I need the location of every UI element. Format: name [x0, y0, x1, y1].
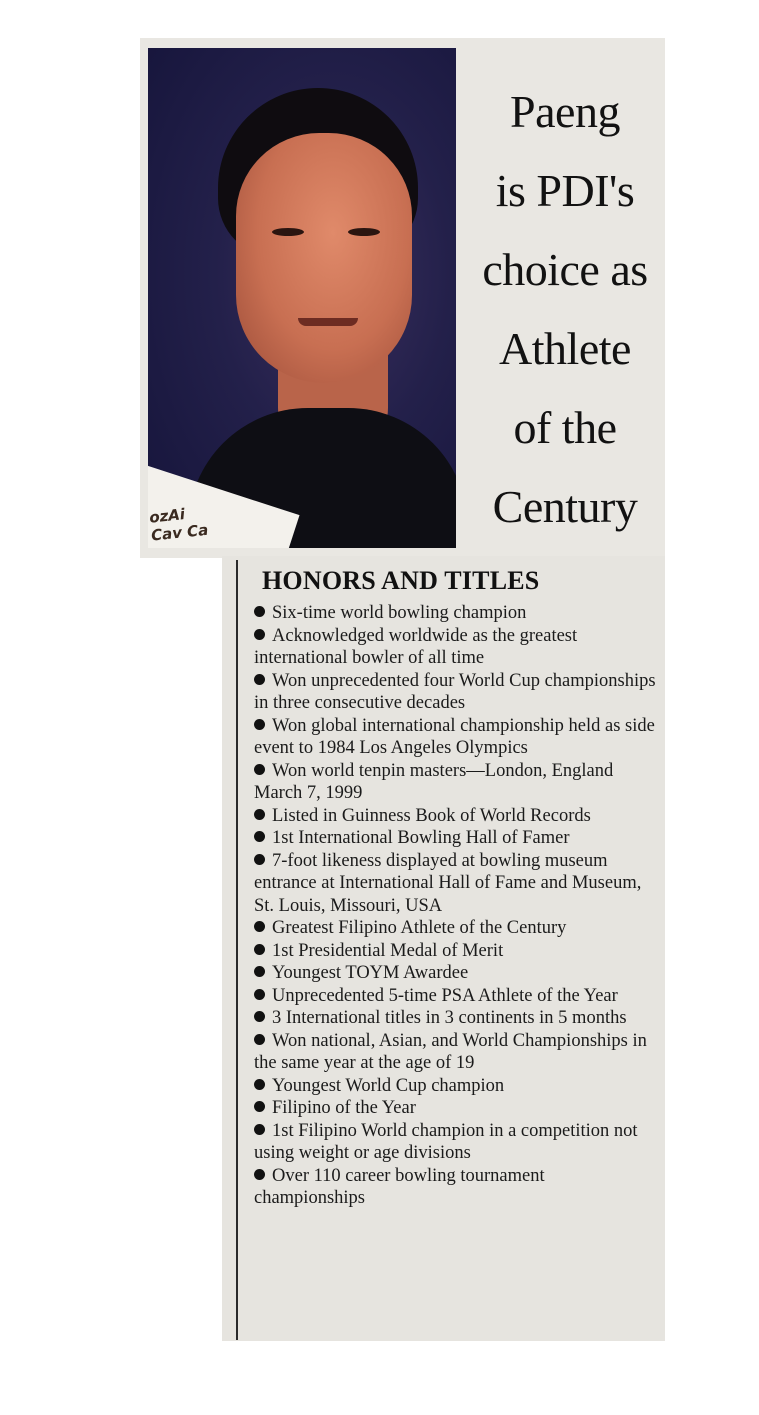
- photo-eye: [348, 228, 380, 236]
- bullet-icon: [254, 764, 265, 775]
- handwritten-line: ozAi: [148, 505, 186, 527]
- headline-line: Paeng: [510, 86, 620, 137]
- headline: [470, 72, 660, 546]
- headline-line: of the: [513, 402, 617, 453]
- honor-text: Filipino of the Year: [272, 1098, 416, 1118]
- bullet-icon: [254, 831, 265, 842]
- honor-text: Unprecedented 5-time PSA Athlete of the Year: [272, 985, 618, 1006]
- bullet-icon: [254, 1011, 265, 1022]
- photo-eye: [272, 228, 304, 236]
- honor-text: Youngest World Cup champion: [272, 1075, 505, 1096]
- honor-item: [250, 1120, 656, 1165]
- honors-list: [250, 602, 656, 1210]
- honor-item: [250, 602, 656, 625]
- athlete-photo: [148, 48, 456, 548]
- handwritten-line: Cav Ca: [150, 520, 210, 545]
- bullet-icon: [254, 606, 265, 617]
- honor-text: 1st Filipino World champion in a competition not using weight or age divisions: [254, 1120, 638, 1163]
- bullet-icon: [254, 921, 265, 932]
- honor-text: Won national, Asian, and World Championships in the same year at the age of 19: [254, 1030, 647, 1073]
- honor-text: 7-foot likeness displayed at bowling museum entrance at International Hall of Fame and Museum, St. Louis, Missouri, USA: [254, 850, 642, 916]
- honor-item: [250, 1030, 656, 1075]
- honor-item: [250, 917, 656, 940]
- honor-text: 1st International Bowling Hall of Famer: [272, 828, 570, 848]
- headline-line: choice as: [482, 244, 648, 295]
- bullet-icon: [254, 989, 265, 1000]
- honor-text: Won unprecedented four World Cup championships in three consecutive decades: [254, 670, 656, 713]
- bullet-icon: [254, 966, 265, 977]
- bullet-icon: [254, 1034, 265, 1045]
- bullet-icon: [254, 854, 265, 865]
- honor-text: 1st Presidential Medal of Merit: [272, 940, 504, 961]
- honor-text: Acknowledged worldwide as the greatest international bowler of all time: [254, 625, 578, 668]
- bullet-icon: [254, 809, 265, 820]
- honor-item: [250, 827, 656, 850]
- honor-item: [250, 1165, 656, 1210]
- honor-item: [250, 805, 656, 828]
- honor-text: Won world tenpin masters—London, England March 7, 1999: [254, 760, 614, 803]
- honor-item: [250, 1097, 656, 1120]
- bullet-icon: [254, 944, 265, 955]
- photo-mouth: [298, 318, 358, 326]
- honor-text: Youngest TOYM Awardee: [272, 963, 469, 983]
- bullet-icon: [254, 674, 265, 685]
- honor-item: [250, 670, 656, 715]
- column-rule: [236, 560, 238, 1340]
- honor-text: 3 International titles in 3 continents in 5 months: [272, 1008, 627, 1028]
- bullet-icon: [254, 719, 265, 730]
- honor-item: [250, 985, 656, 1008]
- honor-item: [250, 1075, 656, 1098]
- bullet-icon: [254, 1079, 265, 1090]
- honors-section: [250, 566, 656, 1210]
- photo-face: [236, 133, 412, 383]
- bullet-icon: [254, 629, 265, 640]
- honor-item: [250, 760, 656, 805]
- honor-item: [250, 962, 656, 985]
- honor-text: Over 110 career bowling tournament championships: [254, 1165, 545, 1208]
- bullet-icon: [254, 1169, 265, 1180]
- headline-line: is PDI's: [495, 165, 635, 216]
- bullet-icon: [254, 1101, 265, 1112]
- honor-text: Won global international championship held as side event to 1984 Los Angeles Olympics: [254, 715, 655, 758]
- headline-line: Century: [492, 481, 638, 532]
- bullet-icon: [254, 1124, 265, 1135]
- honor-item: [250, 625, 656, 670]
- honor-text: Six-time world bowling champion: [272, 603, 527, 623]
- honor-item: [250, 940, 656, 963]
- honor-text: Greatest Filipino Athlete of the Century: [272, 918, 567, 938]
- honors-title: HONORS AND TITLES: [262, 566, 540, 595]
- honor-item: [250, 850, 656, 918]
- honor-text: Listed in Guinness Book of World Records: [272, 805, 591, 826]
- honor-item: [250, 1007, 656, 1030]
- honor-item: [250, 715, 656, 760]
- headline-line: Athlete: [499, 323, 631, 374]
